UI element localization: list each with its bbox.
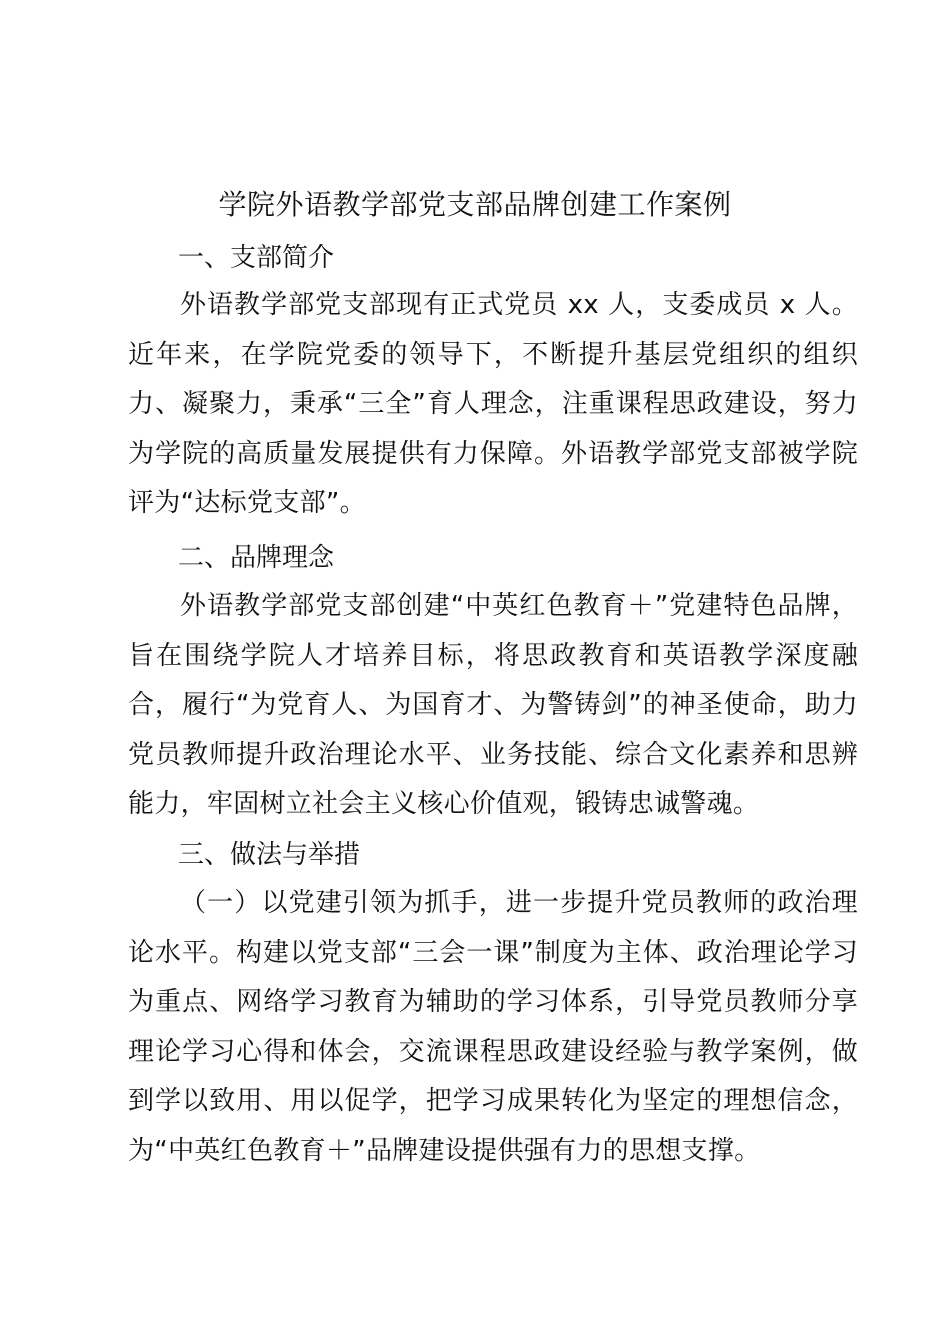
document-title: 学院外语教学部党支部品牌创建工作案例: [218, 188, 732, 221]
section-paragraph-concept: 外语教学部党支部创建“中英红色教育＋”党建特色品牌，旨在围绕学院人才培养目标，将思政教育和英语教学深度融合，履行“为党育人、为国育才、为警铸剑”的神圣使命，助力党员教师提升政治理论水平、业务技能、综合文化素养和思辨能力，牢固树立社会主义核心价值观，锻铸忠诚警魂。: [128, 591, 858, 819]
section-paragraph-measures: （一）以党建引领为抓手，进一步提升党员教师的政治理论水平。构建以党支部“三会一课”制度为主体、政治理论学习为重点、网络学习教育为辅助的学习体系，引导党员教师分享理论学习心得和体会，交流课程思政建设经验与教学案例，做到学以致用、用以促学，把学习成果转化为坚定的理想信念，为“中英红色教育＋”品牌建设提供强有力的思想支撑。: [128, 888, 858, 1166]
section-heading-measures: 三、做法与举措: [178, 840, 361, 870]
section-heading-intro: 一、支部简介: [178, 243, 335, 273]
section-paragraph-intro: 外语教学部党支部现有正式党员 xx 人，支委成员 x 人。近年来，在学院党委的领导下，不断提升基层党组织的组织力、凝聚力，秉承“三全”育人理念，注重课程思政建设，努力为学院的高质量发展提供有力保障。外语教学部党支部被学院评为“达标党支部”。: [128, 290, 858, 518]
section-heading-concept: 二、品牌理念: [178, 543, 335, 573]
